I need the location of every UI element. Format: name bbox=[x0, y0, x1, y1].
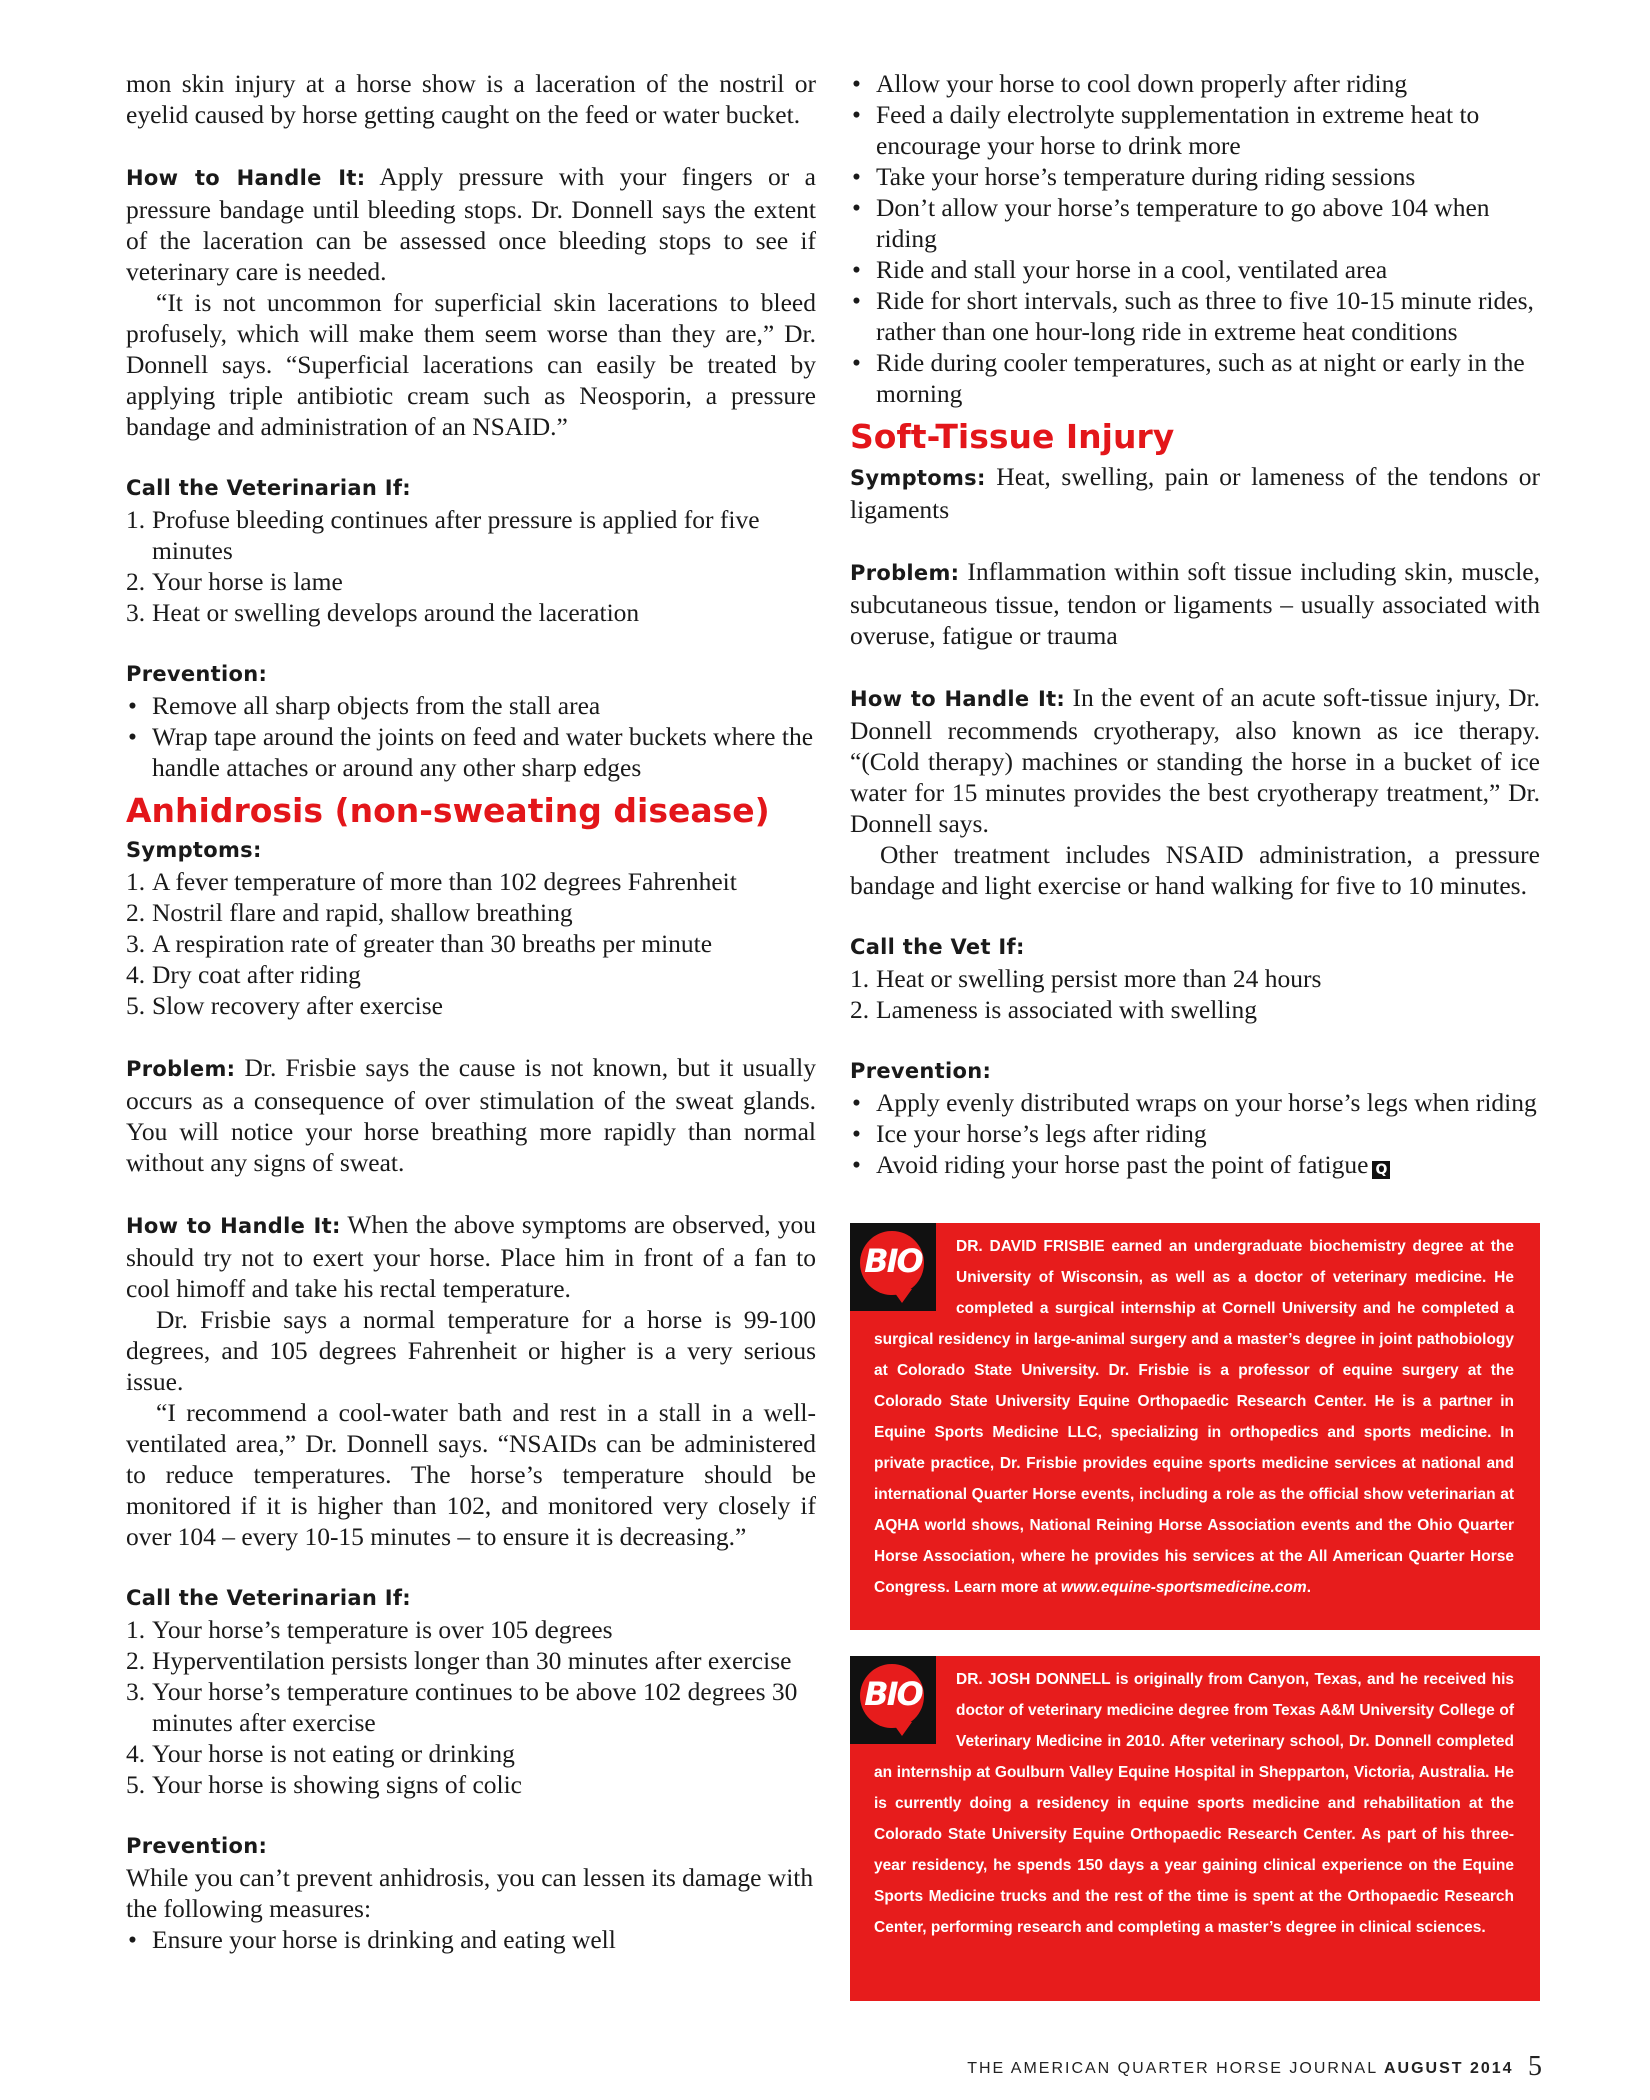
page-number: 5 bbox=[1528, 2051, 1542, 2082]
soft-call-vet-label: Call the Vet If: bbox=[850, 935, 1025, 959]
donnell-quote-2: “I recommend a cool-water bath and rest in a stall in a well-ventilated area,” Dr. Donnell says. “NSAIDs can be administered to reduce temperatures. The horse’s temperature should be monitored if it is higher than 102, and monitored very closely if over 104 – every 10-15 minutes – to ensure it is decreasing.” bbox=[126, 1398, 816, 1551]
anhidrosis-heading: Anhidrosis (non-sweating disease) bbox=[126, 791, 770, 830]
list-item: • Don’t allow your horse’s temperature to go above 104 when riding bbox=[852, 193, 1490, 253]
bio-text: DR. DAVID FRISBIE earned an undergraduate biochemistry degree at the University of Wisconsin, as well as a doctor of veterinary medicine. He completed a surgical internship at Cornell University and he completed a surgical residency in large-animal surgery and a master’s degree in joint pathobiology at Colorado State University. Dr. Frisbie is a professor of equine surgery at the Colorado State University Equine Orthopaedic Research Center. He is a partner in Equine Sports Medicine LLC, specializing in orthopedics and sports medicine. In private practice, Dr. Frisbie provides equine sports medicine services at national and international Quarter Horse events, including a role as the official show veterinarian at AQHA world shows, National Reining Horse Association events and the Ohio Quarter Horse Association, where he provides his services at the All American Quarter Horse Congress. Learn more at www.equine-sportsmedicine.com. bbox=[874, 1238, 1514, 1596]
call-vet-list bbox=[126, 504, 816, 628]
end-mark-icon: Q bbox=[1372, 1161, 1390, 1179]
handle-paragraph bbox=[126, 161, 816, 287]
list-item: 1. Profuse bleeding continues after pressure is applied for five minutes bbox=[126, 505, 760, 565]
handle-label: How to Handle It: bbox=[126, 166, 366, 190]
bio-link[interactable]: www.equine-sportsmedicine.com bbox=[1060, 1579, 1307, 1596]
list-item: • Ensure your horse is drinking and eating well bbox=[128, 1925, 616, 1954]
prevention2-label: Prevention: bbox=[126, 1834, 268, 1858]
soft-prevention-label: Prevention: bbox=[850, 1059, 992, 1083]
bio-text: DR. JOSH DONNELL is originally from Canyon, Texas, and he received his doctor of veterinary medicine degree from Texas A&M University College of Veterinary Medicine in 2010. After veterinary school, Dr. Donnell completed an internship at Goulburn Valley Equine Hospital in Shepparton, Victoria, Australia. He is currently doing a residency in equine sports medicine and rehabilitation at the Colorado State University Equine Orthopaedic Research Center. As part of his three-year residency, he spends 150 days a year gaining clinical experience on the Equine Sports Medicine trucks and the rest of the time is spent at the Orthopaedic Research Center, performing research and completing a master’s degree in clinical sciences. bbox=[874, 1671, 1514, 1936]
bio-box-frisbie bbox=[850, 1223, 1540, 1630]
left-column bbox=[126, 68, 816, 1955]
bio-badge-icon: BIO bbox=[850, 1223, 936, 1311]
call-vet-label: Call the Veterinarian If: bbox=[126, 476, 411, 500]
call-vet2-list bbox=[126, 1614, 816, 1800]
issue-date: AUGUST 2014 bbox=[1383, 2060, 1514, 2077]
bio-box-donnell bbox=[850, 1656, 1540, 2001]
list-item: • Take your horse’s temperature during riding sessions bbox=[852, 162, 1416, 191]
soft-prevention-list bbox=[850, 1087, 1540, 1180]
soft-tissue-heading: Soft-Tissue Injury bbox=[850, 417, 1175, 456]
bio-name: DR. JOSH DONNELL bbox=[956, 1671, 1111, 1688]
handle2-label: How to Handle It: bbox=[126, 1214, 341, 1238]
soft-symptoms-paragraph: Symptoms: Heat, swelling, pain or lameness of the tendons or ligaments bbox=[850, 462, 1540, 524]
list-item: 3. A respiration rate of greater than 30 breaths per minute bbox=[126, 929, 713, 958]
list-item: • Ride and stall your horse in a cool, ventilated area bbox=[852, 255, 1388, 284]
anhidrosis-prevention-continued bbox=[850, 68, 1540, 409]
symptoms-label: Symptoms: bbox=[126, 838, 262, 862]
list-item: 4. Your horse is not eating or drinking bbox=[126, 1739, 515, 1768]
intro-paragraph: mon skin injury at a horse show is a laceration of the nostril or eyelid caused by horse getting caught on the feed or water bucket. bbox=[126, 69, 816, 129]
soft-problem-paragraph: Problem: Inflammation within soft tissue including skin, muscle, subcutaneous tissue, tendon or ligaments – usually associated with overuse, fatigue or trauma bbox=[850, 557, 1540, 650]
list-item: 4. Dry coat after riding bbox=[126, 960, 361, 989]
list-item: 5. Your horse is showing signs of colic bbox=[126, 1770, 522, 1799]
soft-problem-label: Problem: bbox=[850, 561, 960, 585]
list-item: • Wrap tape around the joints on feed and water buckets where the handle attaches or around any other sharp edges bbox=[128, 722, 814, 782]
list-item: 2. Lameness is associated with swelling bbox=[850, 995, 1258, 1024]
list-item: 2. Your horse is lame bbox=[126, 567, 343, 596]
soft-handle-paragraph: How to Handle It: In the event of an acute soft-tissue injury, Dr. Donnell recommends cryotherapy, also known as ice therapy. “(Cold therapy) machines or standing the horse in a bucket of ice water for 15 minutes provides the best cryotherapy treatment,” Dr. Donnell says. bbox=[850, 683, 1540, 838]
problem-paragraph: Problem: Dr. Frisbie says the cause is not known, but it usually occurs as a consequence of over stimulation of the sweat glands. You will notice your horse breathing more rapidly than normal without any signs of sweat. bbox=[126, 1053, 816, 1177]
list-item: 1. A fever temperature of more than 102 degrees Fahrenheit bbox=[126, 867, 737, 896]
call-vet2-label: Call the Veterinarian If: bbox=[126, 1586, 411, 1610]
list-item: 2. Hyperventilation persists longer than 30 minutes after exercise bbox=[126, 1646, 792, 1675]
handle2-paragraph: How to Handle It: When the above symptoms are observed, you should try not to exert your horse. Place him in front of a fan to cool himoff and take his rectal temperature. bbox=[126, 1210, 816, 1303]
prevention2-intro: While you can’t prevent anhidrosis, you can lessen its damage with the following measures: bbox=[126, 1863, 814, 1923]
list-item: 1. Heat or swelling persist more than 24 hours bbox=[850, 964, 1322, 993]
list-item: • Ride for short intervals, such as three to five 10-15 minute rides, rather than one hour-long ride in extreme heat conditions bbox=[852, 286, 1534, 346]
list-item: 3. Heat or swelling develops around the laceration bbox=[126, 598, 640, 627]
list-item: • Remove all sharp objects from the stall area bbox=[128, 691, 601, 720]
donnell-quote: “It is not uncommon for superficial skin lacerations to bleed profusely, which will make them seem worse than they are,” Dr. Donnell says. “Superficial lacerations can easily be treated by applying triple antibiotic cream such as Neosporin, a pressure bandage and administration of an NSAID.” bbox=[126, 288, 816, 441]
list-item: • Apply evenly distributed wraps on your horse’s legs when riding bbox=[852, 1088, 1537, 1117]
list-item: • Ice your horse’s legs after riding bbox=[852, 1119, 1207, 1148]
prevention2-list bbox=[126, 1924, 816, 1955]
right-column bbox=[850, 68, 1540, 1180]
prevention-label: Prevention: bbox=[126, 662, 268, 686]
bio-badge-icon: BIO bbox=[850, 1656, 936, 1744]
problem-label: Problem: bbox=[126, 1057, 236, 1081]
page-footer bbox=[967, 2051, 1542, 2083]
handle-text: Apply pressure with your fingers or a pressure bandage until bleeding stops. Dr. Donnell says the extent of the laceration can be assessed once bleeding stops to see if veterinary care is needed. bbox=[126, 162, 816, 286]
soft-call-vet-list bbox=[850, 963, 1540, 1025]
list-item: • Allow your horse to cool down properly after riding bbox=[852, 69, 1408, 98]
list-item: 3. Your horse’s temperature continues to be above 102 degrees 30 minutes after exercise bbox=[126, 1677, 798, 1737]
normal-temp-paragraph: Dr. Frisbie says a normal temperature for a horse is 99-100 degrees, and 105 degrees Fahrenheit or higher is a very serious issue. bbox=[126, 1305, 816, 1396]
symptoms-list bbox=[126, 866, 816, 1021]
list-item: • Ride during cooler temperatures, such as at night or early in the morning bbox=[852, 348, 1525, 408]
publication-name: THE AMERICAN QUARTER HORSE JOURNAL bbox=[967, 2060, 1378, 2077]
list-item: 1. Your horse’s temperature is over 105 degrees bbox=[126, 1615, 613, 1644]
soft-handle-label: How to Handle It: bbox=[850, 687, 1066, 711]
list-item: 2. Nostril flare and rapid, shallow breathing bbox=[126, 898, 573, 927]
list-item: • Feed a daily electrolyte supplementation in extreme heat to encourage your horse to drink more bbox=[852, 100, 1480, 160]
list-item: • Avoid riding your horse past the point of fatigue Q bbox=[850, 1149, 1540, 1180]
soft-symptoms-label: Symptoms: bbox=[850, 466, 986, 490]
bio-name: DR. DAVID FRISBIE bbox=[956, 1238, 1105, 1255]
soft-other-paragraph: Other treatment includes NSAID administration, a pressure bandage and light exercise or hand walking for five to 10 minutes. bbox=[850, 840, 1540, 900]
list-item: 5. Slow recovery after exercise bbox=[126, 991, 443, 1020]
prevention-list bbox=[126, 690, 816, 783]
